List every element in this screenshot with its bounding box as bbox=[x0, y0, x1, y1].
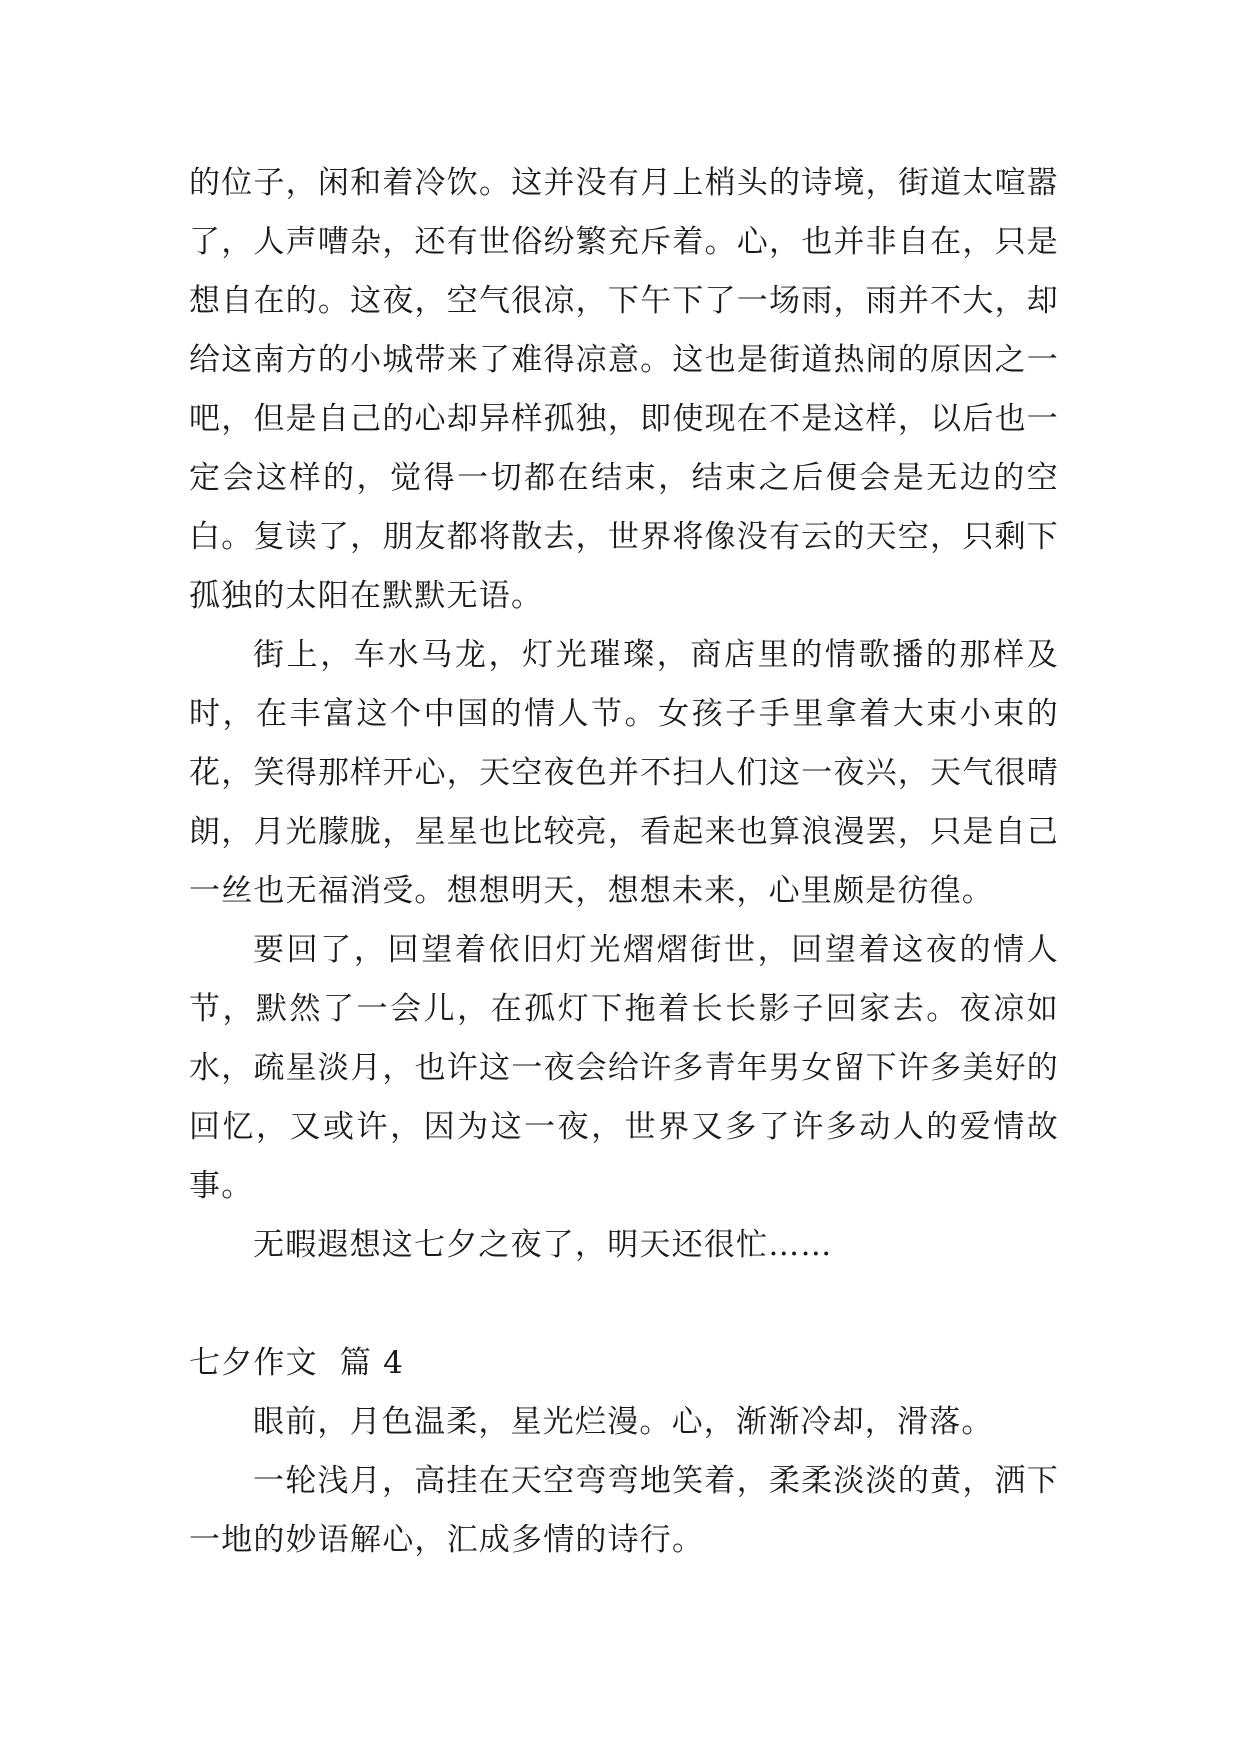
paragraph-crescent-moon: 一轮浅月，高挂在天空弯弯地笑着，柔柔淡淡的黄，洒下一地的妙语解心，汇成多情的诗行。 bbox=[189, 1463, 1059, 1558]
paragraph-moonlight: 眼前，月色温柔，星光烂漫。心，渐渐冷却，滑落。 bbox=[253, 1404, 994, 1440]
paragraph-closing: 无暇遐想这七夕之夜了，明天还很忙…… bbox=[253, 1227, 833, 1263]
section-heading: 七夕作文 篇 4 bbox=[189, 1345, 405, 1381]
document-body bbox=[189, 154, 1059, 1570]
paragraph-returning-home: 要回了，回望着依旧灯光熠熠街世，回望着这夜的情人节，默然了一会儿，在孤灯下拖着长长影子回家去。夜凉如水，疏星淡月，也许这一夜会给许多青年男女留下许多美好的回忆，又或许，因为这一夜，世界又多了许多动人的爱情故事。 bbox=[189, 932, 1059, 1204]
paragraph-street-scene: 街上，车水马龙，灯光璀璨，商店里的情歌播的那样及时，在丰富这个中国的情人节。女孩子手里拿着大束小束的花，笑得那样开心，天空夜色并不扫人们这一夜兴，天气很晴朗，月光朦胧，星星也比较亮，看起来也算浪漫罢，只是自己一丝也无福消受。想想明天，想想未来，心里颇是彷徨。 bbox=[189, 637, 1059, 909]
section-spacer bbox=[189, 1275, 1059, 1334]
paragraph-continuation: 的位子，闲和着冷饮。这并没有月上梢头的诗境，街道太喧嚣了，人声嘈杂，还有世俗纷繁充斥着。心，也并非自在，只是想自在的。这夜，空气很凉，下午下了一场雨，雨并不大，却给这南方的小城带来了难得凉意。这也是街道热闹的原因之一吧，但是自己的心却异样孤独，即使现在不是这样，以后也一定会这样的，觉得一切都在结束，结束之后便会是无边的空白。复读了，朋友都将散去，世界将像没有云的天空，只剩下孤独的太阳在默默无语。 bbox=[189, 165, 1059, 614]
